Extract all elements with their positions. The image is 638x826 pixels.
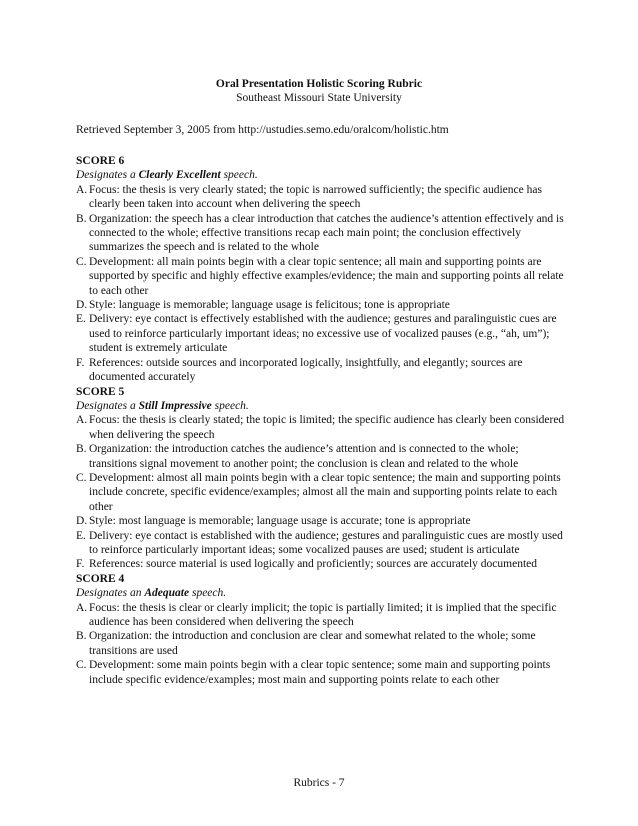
designation-quality: Adequate bbox=[144, 587, 190, 600]
criterion-text: Focus: the thesis is clear or clearly implicit; the topic is partially limited; it is implied that the specific audience has been considered when delivering the speech bbox=[89, 601, 557, 628]
criterion-letter: F. bbox=[76, 558, 85, 571]
criterion-text: Focus: the thesis is very clearly stated; the topic is narrowed sufficiently; the specific audience has clearly been taken into account when delivering the speech bbox=[89, 183, 542, 211]
criterion-letter: E. bbox=[76, 313, 86, 326]
criterion-item bbox=[76, 212, 568, 255]
criterion-text: Delivery: eye contact is established with the audience; gestures and paralinguistic cues are mostly used to reinforce particularly important ideas; some vocalized pauses are used; student is articulate bbox=[89, 529, 563, 556]
criterion-item bbox=[76, 183, 568, 212]
criterion-item bbox=[76, 529, 568, 558]
criterion-letter: B. bbox=[76, 212, 87, 225]
criterion-item bbox=[76, 255, 568, 298]
criterion-text: References: outside sources and incorporated logically, insightfully, and elegantly; sources are documented accurately bbox=[89, 356, 523, 384]
criterion-letter: C. bbox=[76, 659, 87, 672]
criterion-item bbox=[76, 658, 568, 687]
university-name: Southeast Missouri State University bbox=[236, 92, 402, 104]
score-heading: SCORE 5 bbox=[76, 385, 125, 398]
criterion-text: Development: all main points begin with a clear topic sentence; all main and supporting points are supported by specific and highly effective examples/evidence; the main and supporting points all relate to each other bbox=[89, 255, 564, 297]
score-designation bbox=[76, 399, 568, 413]
designation-suffix: speech. bbox=[189, 587, 227, 600]
criterion-text: Focus: the thesis is clearly stated; the topic is limited; the specific audience has clearly been considered when delivering the speech bbox=[89, 414, 565, 441]
criterion-item bbox=[76, 514, 568, 528]
criterion-text: Development: almost all main points begin with a clear topic sentence; the main and supporting points include concrete, specific evidence/examples; almost all the main and supporting points relate to each other bbox=[89, 471, 561, 513]
page-footer: Rubrics - 7 bbox=[293, 777, 345, 789]
score-section bbox=[76, 385, 568, 572]
criterion-item bbox=[76, 298, 568, 312]
score-section bbox=[76, 154, 568, 385]
designation-suffix: speech. bbox=[211, 399, 249, 412]
designation-quality: Still Impressive bbox=[138, 399, 212, 412]
rubric-title: Oral Presentation Holistic Scoring Rubric bbox=[215, 78, 423, 90]
designation-prefix: Designates a bbox=[76, 399, 139, 412]
criterion-item bbox=[76, 557, 568, 571]
criterion-letter: C. bbox=[76, 471, 87, 484]
criterion-letter: A. bbox=[76, 414, 88, 427]
criterion-text: Development: some main points begin with a clear topic sentence; some main and supporting points include specific evidence/examples; most main and supporting points relate to each other bbox=[89, 659, 551, 686]
designation-prefix: Designates a bbox=[76, 169, 139, 182]
criterion-text: References: source material is used logically and proficiently; sources are accurately documented bbox=[89, 558, 537, 571]
rubric-body bbox=[76, 154, 568, 687]
criterion-item bbox=[76, 413, 568, 442]
score-designation bbox=[76, 586, 568, 600]
score-section bbox=[76, 572, 568, 687]
criterion-text: Organization: the speech has a clear introduction that catches the audience’s attention effectively and is connected to the whole; effective transitions recap each main point; the conclusion effectively summarizes the speech and is related to the whole bbox=[89, 212, 564, 254]
score-designation bbox=[76, 168, 568, 182]
score-heading: SCORE 6 bbox=[76, 155, 125, 167]
source-citation: Retrieved September 3, 2005 from http://ustudies.semo.edu/oralcom/holistic.htm bbox=[76, 124, 449, 136]
score-heading: SCORE 4 bbox=[76, 572, 125, 585]
criterion-letter: D. bbox=[76, 515, 88, 528]
criterion-letter: C. bbox=[76, 255, 87, 268]
criterion-text: Organization: the introduction catches the audience’s attention and is connected to the whole; transitions signal movement to another point; the conclusion is clean and related to the whole bbox=[89, 443, 519, 470]
criterion-letter: A. bbox=[76, 183, 88, 196]
designation-prefix: Designates an bbox=[76, 587, 145, 600]
criterion-letter: A. bbox=[76, 601, 88, 614]
criterion-text: Delivery: eye contact is effectively established with the audience; gestures and paralinguistic cues are used to reinforce particularly important ideas; no excessive use of vocalized pauses (e.g., “ah, um”); student is extremely articulate bbox=[89, 313, 557, 355]
criterion-letter: F. bbox=[76, 356, 85, 369]
criterion-letter: D. bbox=[76, 299, 88, 312]
criterion-letter: B. bbox=[76, 443, 87, 456]
designation-suffix: speech. bbox=[220, 169, 258, 182]
criterion-item bbox=[76, 356, 568, 385]
criterion-item bbox=[76, 471, 568, 514]
criterion-item bbox=[76, 442, 568, 471]
criterion-text: Style: most language is memorable; language usage is accurate; tone is appropriate bbox=[89, 515, 471, 528]
criterion-item bbox=[76, 629, 568, 658]
criterion-text: Style: language is memorable; language usage is felicitous; tone is appropriate bbox=[89, 299, 450, 312]
document-header bbox=[0, 77, 638, 105]
criterion-text: Organization: the introduction and conclusion are clear and somewhat related to the whole; some transitions are used bbox=[89, 630, 536, 657]
designation-quality: Clearly Excellent bbox=[138, 169, 221, 182]
criterion-letter: E. bbox=[76, 529, 86, 542]
criterion-item bbox=[76, 601, 568, 630]
criterion-letter: B. bbox=[76, 630, 87, 643]
criterion-item bbox=[76, 312, 568, 355]
